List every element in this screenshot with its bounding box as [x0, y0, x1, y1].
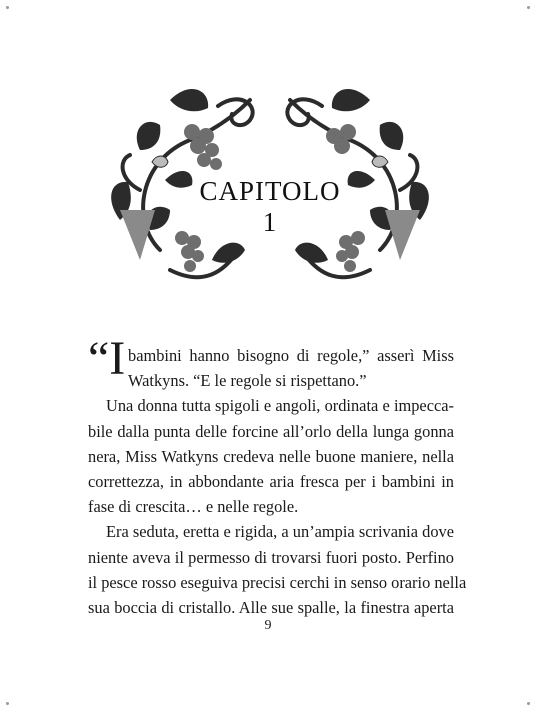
crop-mark [6, 702, 9, 705]
page-number: 9 [264, 618, 272, 633]
chapter-title: CAPITOLO 1 [199, 176, 341, 237]
text-line: il pesce rosso eseguiva precisi cerchi in senso orario nella [88, 572, 467, 592]
text-line: Una donna tutta spigoli e angoli, ordinata e impecca- [106, 396, 454, 416]
drop-cap: “I [88, 332, 126, 385]
text-line: Watkyns. “E le regole si rispettano.” [128, 371, 367, 391]
text-line: correttezza, in abbondante aria fresca per i bambini in [88, 471, 454, 491]
text-line: Era seduta, eretta e rigida, a un’ampia scrivania dove [106, 522, 454, 542]
text-line: bile dalla punta delle forcine all’orlo della lunga gonna [88, 421, 454, 441]
crop-mark [527, 702, 530, 705]
text-line: fase di crescita… e nelle regole. [88, 497, 299, 517]
text-line: sua boccia di cristallo. Alle sue spalle, la finestra aperta [88, 597, 454, 617]
text-line: niente aveva il permesso di trovarsi fuori posto. Perfino [88, 547, 454, 567]
text-line: nera, Miss Watkyns credeva nelle buone maniere, nella [88, 446, 454, 466]
body-text [88, 332, 467, 620]
text-line: bambini hanno bisogno di regole,” asserì Miss [128, 346, 454, 365]
crop-mark [6, 6, 9, 9]
crop-mark [527, 6, 530, 9]
